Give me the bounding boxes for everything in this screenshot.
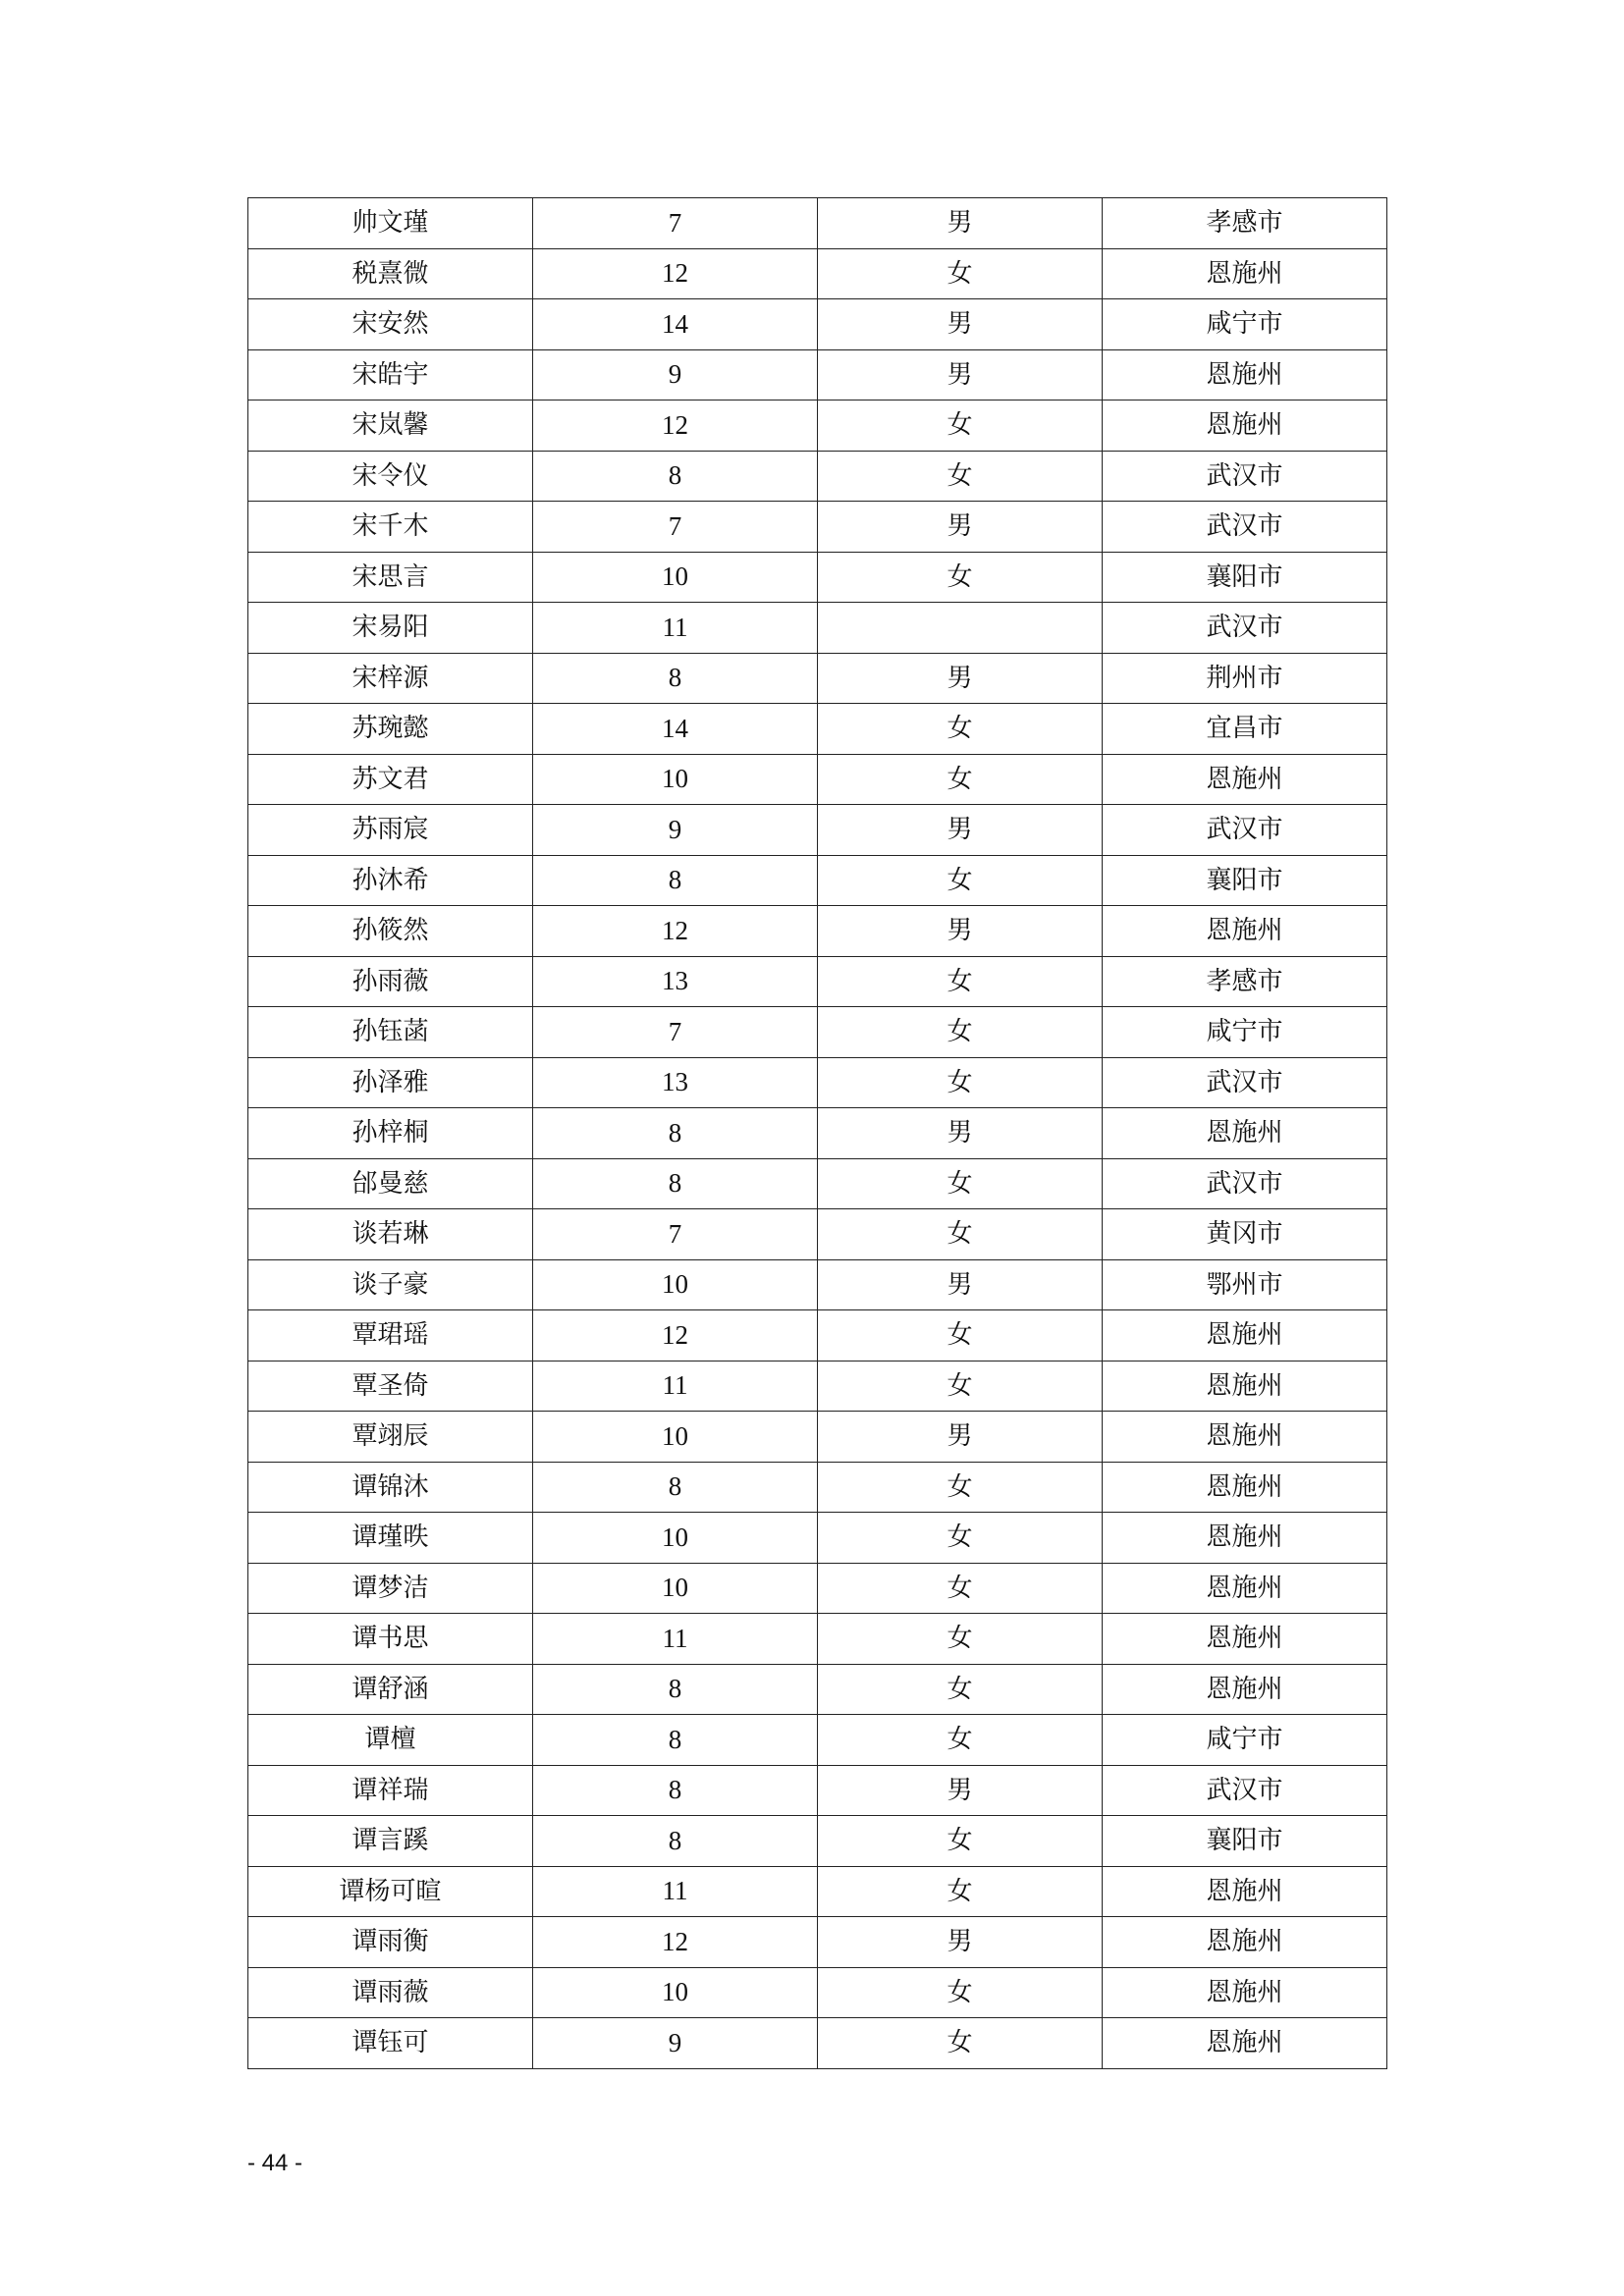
table-row bbox=[248, 1007, 1387, 1058]
name-cell: 邰曼慈 bbox=[248, 1158, 533, 1209]
gender-cell: 女 bbox=[818, 704, 1103, 755]
table-row bbox=[248, 1108, 1387, 1159]
region-cell: 恩施州 bbox=[1103, 1412, 1387, 1463]
region-cell: 恩施州 bbox=[1103, 1664, 1387, 1715]
gender-cell: 女 bbox=[818, 1967, 1103, 2018]
name-cell: 宋梓源 bbox=[248, 653, 533, 704]
gender-cell: 女 bbox=[818, 1158, 1103, 1209]
table-row bbox=[248, 1664, 1387, 1715]
table-row bbox=[248, 1563, 1387, 1614]
region-cell: 黄冈市 bbox=[1103, 1209, 1387, 1260]
name-cell: 谭言蹊 bbox=[248, 1816, 533, 1867]
age-cell: 12 bbox=[533, 906, 818, 957]
roster-table bbox=[247, 197, 1387, 2069]
name-cell: 宋千木 bbox=[248, 502, 533, 553]
age-cell: 9 bbox=[533, 805, 818, 856]
region-cell: 恩施州 bbox=[1103, 248, 1387, 299]
gender-cell: 男 bbox=[818, 299, 1103, 350]
region-cell: 恩施州 bbox=[1103, 349, 1387, 400]
table-row bbox=[248, 1259, 1387, 1310]
region-cell: 恩施州 bbox=[1103, 1361, 1387, 1412]
name-cell: 税熹微 bbox=[248, 248, 533, 299]
page-number: - 44 - bbox=[247, 2150, 303, 2176]
name-cell: 覃珺瑶 bbox=[248, 1310, 533, 1362]
table-row bbox=[248, 1057, 1387, 1108]
table-row bbox=[248, 1917, 1387, 1968]
age-cell: 14 bbox=[533, 299, 818, 350]
table-row bbox=[248, 451, 1387, 502]
table-row bbox=[248, 1310, 1387, 1362]
name-cell: 覃翊辰 bbox=[248, 1412, 533, 1463]
gender-cell: 男 bbox=[818, 1917, 1103, 1968]
gender-cell: 女 bbox=[818, 1462, 1103, 1513]
table-row bbox=[248, 1412, 1387, 1463]
name-cell: 孙钰菡 bbox=[248, 1007, 533, 1058]
region-cell: 恩施州 bbox=[1103, 1108, 1387, 1159]
gender-cell: 女 bbox=[818, 956, 1103, 1007]
age-cell: 12 bbox=[533, 1917, 818, 1968]
region-cell: 恩施州 bbox=[1103, 1917, 1387, 1968]
age-cell: 13 bbox=[533, 1057, 818, 1108]
gender-cell: 女 bbox=[818, 2018, 1103, 2069]
region-cell: 孝感市 bbox=[1103, 956, 1387, 1007]
age-cell: 8 bbox=[533, 1765, 818, 1816]
region-cell: 孝感市 bbox=[1103, 198, 1387, 249]
age-cell: 11 bbox=[533, 1866, 818, 1917]
name-cell: 谭瑾昳 bbox=[248, 1513, 533, 1564]
name-cell: 谭梦洁 bbox=[248, 1563, 533, 1614]
age-cell: 8 bbox=[533, 451, 818, 502]
name-cell: 宋思言 bbox=[248, 552, 533, 603]
name-cell: 覃圣倚 bbox=[248, 1361, 533, 1412]
region-cell: 武汉市 bbox=[1103, 502, 1387, 553]
name-cell: 谭檀 bbox=[248, 1715, 533, 1766]
age-cell: 8 bbox=[533, 855, 818, 906]
age-cell: 9 bbox=[533, 2018, 818, 2069]
gender-cell: 女 bbox=[818, 1866, 1103, 1917]
name-cell: 宋令仪 bbox=[248, 451, 533, 502]
region-cell: 恩施州 bbox=[1103, 906, 1387, 957]
age-cell: 10 bbox=[533, 1967, 818, 2018]
region-cell: 恩施州 bbox=[1103, 1462, 1387, 1513]
region-cell: 恩施州 bbox=[1103, 1614, 1387, 1665]
name-cell: 宋安然 bbox=[248, 299, 533, 350]
region-cell: 武汉市 bbox=[1103, 805, 1387, 856]
age-cell: 12 bbox=[533, 400, 818, 452]
gender-cell: 女 bbox=[818, 1614, 1103, 1665]
name-cell: 孙泽雅 bbox=[248, 1057, 533, 1108]
table-row bbox=[248, 400, 1387, 452]
table-row bbox=[248, 754, 1387, 805]
table-row bbox=[248, 1816, 1387, 1867]
table-row bbox=[248, 299, 1387, 350]
region-cell: 咸宁市 bbox=[1103, 299, 1387, 350]
region-cell: 恩施州 bbox=[1103, 754, 1387, 805]
table-row bbox=[248, 349, 1387, 400]
gender-cell: 女 bbox=[818, 754, 1103, 805]
table-row bbox=[248, 1765, 1387, 1816]
table-row bbox=[248, 2018, 1387, 2069]
region-cell: 襄阳市 bbox=[1103, 855, 1387, 906]
name-cell: 谭祥瑞 bbox=[248, 1765, 533, 1816]
age-cell: 8 bbox=[533, 1816, 818, 1867]
region-cell: 武汉市 bbox=[1103, 603, 1387, 654]
region-cell: 咸宁市 bbox=[1103, 1007, 1387, 1058]
region-cell: 武汉市 bbox=[1103, 1158, 1387, 1209]
region-cell: 恩施州 bbox=[1103, 1866, 1387, 1917]
table-row bbox=[248, 502, 1387, 553]
name-cell: 谈子豪 bbox=[248, 1259, 533, 1310]
region-cell: 鄂州市 bbox=[1103, 1259, 1387, 1310]
age-cell: 8 bbox=[533, 1664, 818, 1715]
gender-cell: 男 bbox=[818, 1412, 1103, 1463]
gender-cell: 男 bbox=[818, 198, 1103, 249]
age-cell: 8 bbox=[533, 1108, 818, 1159]
table-row bbox=[248, 198, 1387, 249]
region-cell: 武汉市 bbox=[1103, 451, 1387, 502]
table-row bbox=[248, 1866, 1387, 1917]
name-cell: 谭雨衡 bbox=[248, 1917, 533, 1968]
age-cell: 10 bbox=[533, 552, 818, 603]
name-cell: 孙梓桐 bbox=[248, 1108, 533, 1159]
table-row bbox=[248, 1967, 1387, 2018]
name-cell: 宋皓宇 bbox=[248, 349, 533, 400]
name-cell: 谈若琳 bbox=[248, 1209, 533, 1260]
region-cell: 襄阳市 bbox=[1103, 1816, 1387, 1867]
age-cell: 8 bbox=[533, 1158, 818, 1209]
age-cell: 14 bbox=[533, 704, 818, 755]
gender-cell: 女 bbox=[818, 1816, 1103, 1867]
region-cell: 恩施州 bbox=[1103, 1513, 1387, 1564]
gender-cell: 女 bbox=[818, 1310, 1103, 1362]
gender-cell: 男 bbox=[818, 653, 1103, 704]
age-cell: 7 bbox=[533, 1209, 818, 1260]
gender-cell: 女 bbox=[818, 1563, 1103, 1614]
age-cell: 10 bbox=[533, 1259, 818, 1310]
gender-cell bbox=[818, 603, 1103, 654]
age-cell: 9 bbox=[533, 349, 818, 400]
age-cell: 8 bbox=[533, 653, 818, 704]
table-row bbox=[248, 1462, 1387, 1513]
gender-cell: 男 bbox=[818, 1765, 1103, 1816]
name-cell: 谭杨可暄 bbox=[248, 1866, 533, 1917]
gender-cell: 女 bbox=[818, 1361, 1103, 1412]
name-cell: 谭书思 bbox=[248, 1614, 533, 1665]
name-cell: 孙筱然 bbox=[248, 906, 533, 957]
age-cell: 10 bbox=[533, 1563, 818, 1614]
age-cell: 7 bbox=[533, 1007, 818, 1058]
table-row bbox=[248, 855, 1387, 906]
gender-cell: 女 bbox=[818, 1007, 1103, 1058]
age-cell: 10 bbox=[533, 754, 818, 805]
gender-cell: 女 bbox=[818, 552, 1103, 603]
region-cell: 襄阳市 bbox=[1103, 552, 1387, 603]
table-row bbox=[248, 805, 1387, 856]
gender-cell: 男 bbox=[818, 906, 1103, 957]
table-row bbox=[248, 956, 1387, 1007]
table-row bbox=[248, 1209, 1387, 1260]
gender-cell: 男 bbox=[818, 349, 1103, 400]
age-cell: 10 bbox=[533, 1513, 818, 1564]
table-row bbox=[248, 1715, 1387, 1766]
region-cell: 恩施州 bbox=[1103, 1967, 1387, 2018]
age-cell: 13 bbox=[533, 956, 818, 1007]
age-cell: 11 bbox=[533, 1614, 818, 1665]
name-cell: 谭舒涵 bbox=[248, 1664, 533, 1715]
gender-cell: 男 bbox=[818, 805, 1103, 856]
age-cell: 12 bbox=[533, 248, 818, 299]
table-row bbox=[248, 603, 1387, 654]
gender-cell: 女 bbox=[818, 248, 1103, 299]
gender-cell: 女 bbox=[818, 1664, 1103, 1715]
age-cell: 10 bbox=[533, 1412, 818, 1463]
age-cell: 7 bbox=[533, 502, 818, 553]
table-row bbox=[248, 1513, 1387, 1564]
gender-cell: 女 bbox=[818, 1513, 1103, 1564]
name-cell: 孙雨薇 bbox=[248, 956, 533, 1007]
region-cell: 恩施州 bbox=[1103, 2018, 1387, 2069]
region-cell: 恩施州 bbox=[1103, 1563, 1387, 1614]
region-cell: 荆州市 bbox=[1103, 653, 1387, 704]
gender-cell: 女 bbox=[818, 855, 1103, 906]
table-row bbox=[248, 552, 1387, 603]
gender-cell: 男 bbox=[818, 1259, 1103, 1310]
region-cell: 武汉市 bbox=[1103, 1057, 1387, 1108]
age-cell: 11 bbox=[533, 1361, 818, 1412]
age-cell: 7 bbox=[533, 198, 818, 249]
region-cell: 咸宁市 bbox=[1103, 1715, 1387, 1766]
gender-cell: 男 bbox=[818, 502, 1103, 553]
gender-cell: 女 bbox=[818, 1715, 1103, 1766]
region-cell: 武汉市 bbox=[1103, 1765, 1387, 1816]
age-cell: 11 bbox=[533, 603, 818, 654]
table-row bbox=[248, 906, 1387, 957]
roster-table-body bbox=[248, 198, 1387, 2069]
gender-cell: 女 bbox=[818, 400, 1103, 452]
table-row bbox=[248, 1614, 1387, 1665]
region-cell: 恩施州 bbox=[1103, 400, 1387, 452]
name-cell: 宋岚馨 bbox=[248, 400, 533, 452]
table-row bbox=[248, 1361, 1387, 1412]
region-cell: 宜昌市 bbox=[1103, 704, 1387, 755]
age-cell: 8 bbox=[533, 1715, 818, 1766]
name-cell: 谭雨薇 bbox=[248, 1967, 533, 2018]
gender-cell: 女 bbox=[818, 451, 1103, 502]
table-row bbox=[248, 704, 1387, 755]
name-cell: 宋易阳 bbox=[248, 603, 533, 654]
name-cell: 苏琬懿 bbox=[248, 704, 533, 755]
age-cell: 8 bbox=[533, 1462, 818, 1513]
age-cell: 12 bbox=[533, 1310, 818, 1362]
name-cell: 谭锦沐 bbox=[248, 1462, 533, 1513]
name-cell: 谭钰可 bbox=[248, 2018, 533, 2069]
gender-cell: 女 bbox=[818, 1209, 1103, 1260]
gender-cell: 女 bbox=[818, 1057, 1103, 1108]
name-cell: 苏文君 bbox=[248, 754, 533, 805]
table-row bbox=[248, 653, 1387, 704]
name-cell: 孙沐希 bbox=[248, 855, 533, 906]
table-row bbox=[248, 248, 1387, 299]
gender-cell: 男 bbox=[818, 1108, 1103, 1159]
table-row bbox=[248, 1158, 1387, 1209]
region-cell: 恩施州 bbox=[1103, 1310, 1387, 1362]
name-cell: 帅文瑾 bbox=[248, 198, 533, 249]
name-cell: 苏雨宸 bbox=[248, 805, 533, 856]
